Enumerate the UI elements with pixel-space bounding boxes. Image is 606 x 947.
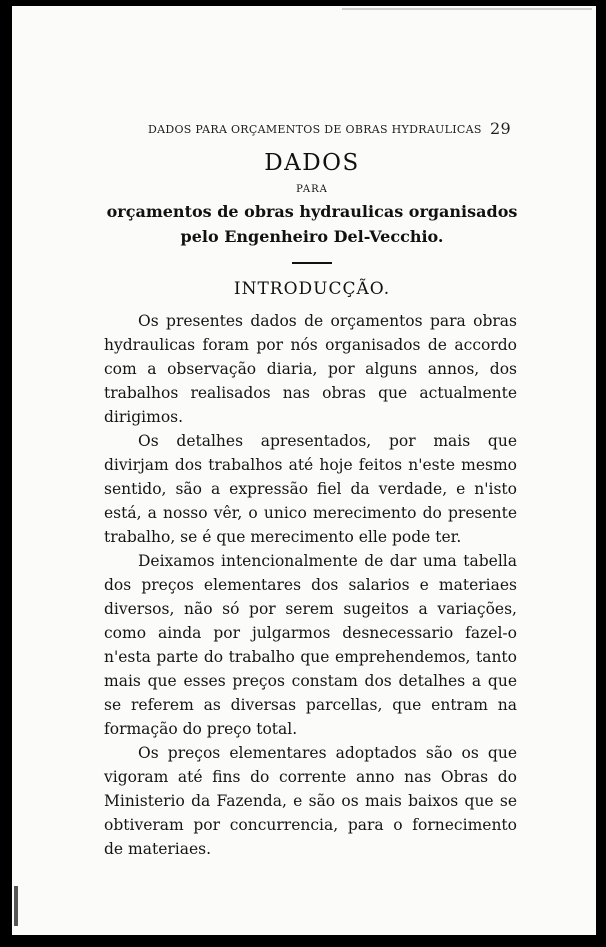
page-number: 29	[490, 119, 511, 138]
title-rule	[292, 262, 332, 264]
subtitle-line-1: orçamentos de obras hydraulicas organisados	[106, 202, 518, 221]
running-head	[12, 121, 596, 141]
book-page	[12, 6, 596, 935]
title-connector: PARA	[296, 184, 328, 195]
paragraph: Os preços elementares adoptados são os que vigoram até fins do corrente anno nas Obras do Ministerio da Fazenda, e são os mais baixos que se obtiveram por concurrencia, para o fornecimento de materiaes.	[104, 744, 517, 858]
binding-mark	[14, 886, 18, 926]
running-head-title: DADOS PARA ORÇAMENTOS DE OBRAS HYDRAULICAS	[148, 123, 482, 136]
title-block	[12, 148, 596, 300]
document-title: DADOS	[264, 150, 360, 176]
section-heading: INTRODUCÇÃO.	[233, 279, 391, 299]
body-text	[104, 309, 517, 861]
paragraph: Os presentes dados de orçamentos para obras hydraulicas foram por nós organisados de accordo com a observação diaria, por alguns annos, dos trabalhos realisados nas obras que actualmente dirigimos.	[104, 312, 517, 426]
page-edge-shadow	[342, 8, 592, 10]
paragraph: Deixamos intencionalmente de dar uma tabella dos preços elementares dos salarios e materiaes diversos, não só por serem sugeitos a variações, como ainda por julgarmos desnecessario fazel-o n'esta parte do trabalho que emprehendemos, tanto mais que esses preços constam dos detalhes a que se referem as diversas parcellas, que entram na formação do preço total.	[104, 552, 517, 738]
paragraph: Os detalhes apresentados, por mais que divirjam dos trabalhos até hoje feitos n'este mesmo sentido, são a expressão fiel da verdade, e n'isto está, a nosso vêr, o unico merecimento do presente trabalho, se é que merecimento elle pode ter.	[104, 432, 517, 546]
subtitle-line-2: pelo Engenheiro Del-Vecchio.	[180, 227, 444, 246]
